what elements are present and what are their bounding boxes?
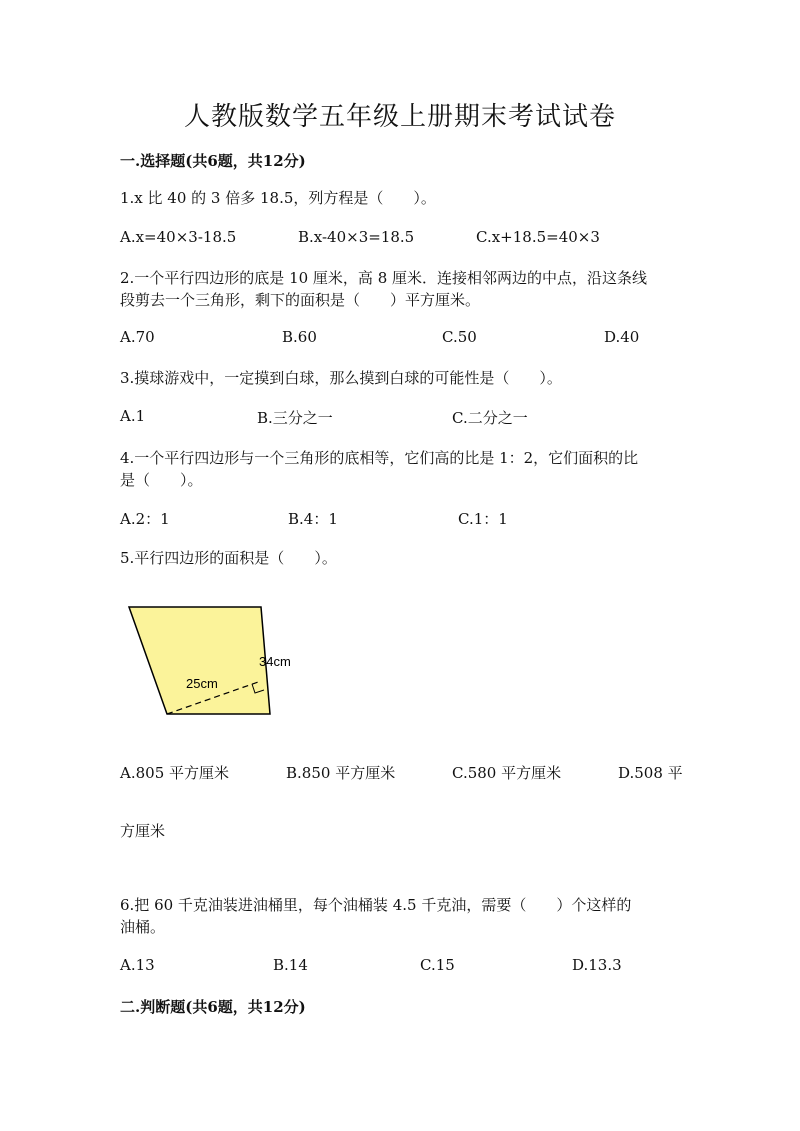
question-4-option-c: C.1：1 — [458, 510, 508, 528]
question-5-option-d: D.508 平 — [618, 764, 683, 782]
question-5-option-b: B.850 平方厘米 — [286, 764, 396, 782]
question-1-option-c: C.x+18.5=40×3 — [476, 228, 600, 246]
question-5-text: 5.平行四边形的面积是（ ）。 — [120, 549, 337, 567]
question-2-option-b: B.60 — [282, 328, 317, 346]
height-length-label: 34cm — [259, 654, 291, 669]
page-title: 人教版数学五年级上册期末考试试卷 — [183, 102, 616, 132]
question-5-option-c: C.580 平方厘米 — [452, 764, 562, 782]
question-4-text-line-2: 是（ ）。 — [120, 471, 203, 489]
question-5-option-a: A.805 平方厘米 — [120, 764, 229, 782]
question-6-option-c: C.15 — [420, 956, 455, 974]
question-1-option-a: A.x=40×3-18.5 — [120, 228, 237, 246]
question-1-text: 1.x 比 40 的 3 倍多 18.5，列方程是（ ）。 — [120, 189, 436, 207]
section-heading-choice: 一.选择题(共6题，共12分) — [120, 152, 306, 170]
question-4-option-a: A.2：1 — [120, 510, 170, 528]
question-6-text-line-1: 6.把 60 千克油装进油桶里，每个油桶装 4.5 千克油，需要（ ）个这样的 — [120, 896, 632, 914]
question-3-option-c: C.二分之一 — [452, 409, 528, 427]
question-3-option-a: A.1 — [120, 407, 146, 425]
question-4-text-line-1: 4.一个平行四边形与一个三角形的底相等，它们高的比是 1：2，它们面积的比 — [120, 449, 639, 467]
question-2-option-c: C.50 — [442, 328, 477, 346]
question-5-option-d-continued: 方厘米 — [120, 822, 166, 840]
question-6-option-d: D.13.3 — [572, 956, 622, 974]
question-3-text: 3.摸球游戏中，一定摸到白球，那么摸到白球的可能性是（ ）。 — [120, 369, 562, 387]
question-6-text-line-2: 油桶。 — [120, 918, 166, 936]
question-4-option-b: B.4：1 — [288, 510, 338, 528]
question-6-option-a: A.13 — [120, 956, 155, 974]
question-2-option-a: A.70 — [120, 328, 155, 346]
question-2-text-line-2: 段剪去一个三角形，剩下的面积是（ ）平方厘米。 — [120, 291, 481, 309]
question-3-option-b: B.三分之一 — [257, 409, 333, 427]
question-1-option-b: B.x-40×3=18.5 — [298, 228, 415, 246]
parallelogram-figure — [118, 598, 318, 728]
base-length-label: 25cm — [186, 676, 218, 691]
question-2-text-line-1: 2.一个平行四边形的底是 10 厘米，高 8 厘米．连接相邻两边的中点，沿这条线 — [120, 269, 648, 287]
parallelogram-shape — [129, 607, 270, 714]
question-6-option-b: B.14 — [273, 956, 308, 974]
section-heading-judgement: 二.判断题(共6题，共12分) — [120, 998, 306, 1016]
question-2-option-d: D.40 — [604, 328, 640, 346]
